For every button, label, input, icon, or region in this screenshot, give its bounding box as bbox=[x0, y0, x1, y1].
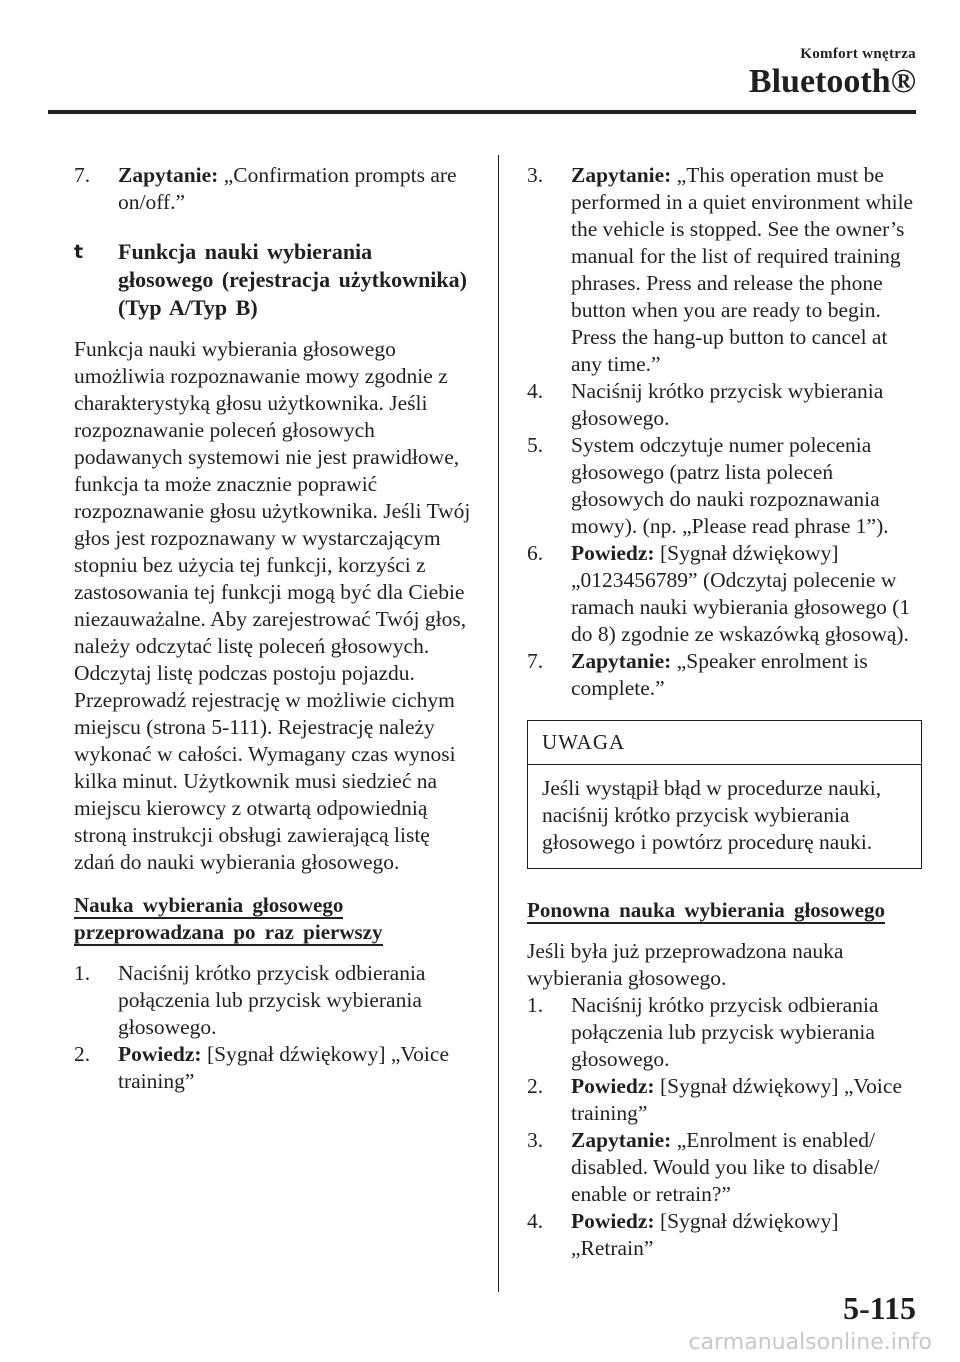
step-number: 6. bbox=[527, 541, 544, 565]
step-number: 3. bbox=[527, 1128, 544, 1152]
step-number: 7. bbox=[74, 163, 91, 187]
intro-paragraph: Funkcja nauki wybierania głosowego umożliwia rozpoznawanie mowy zgodnie z charakterystyką głosu użytkownika. Jeśli rozpoznawanie poleceń głosowych podawanych systemowi nie jest prawidłowe, funkcja ta może znacznie poprawić rozpoznawanie głosu użytkownika. Jeśli Twój głos jest rozpoznawany w wystarczającym stopniu bez użycia tej funkcji, korzyści z zastosowania tej funkcji mogą być dla Ciebie niezauważalne. Aby zarejestrować Twój głos, należy odczytać listę poleceń głosowych. Odczytaj listę podczas postoju pojazdu. Przeprowadź rejestrację w możliwie cichym miejscu (strona 5-111). Rejestrację należy wykonać w całości. Wymagany czas wynosi kilka minut. Użytkownik musi siedzieć na miejscu kierowcy z otwartą odpowiednią stroną instrukcji obsługi zawierającą listę zdań do nauki wybierania głosowego. bbox=[74, 337, 471, 874]
note-box bbox=[527, 720, 922, 869]
step-text: System odczytuje numer polecenia głosowego (patrz lista poleceń głosowych do nauki rozpoznawania mowy). (np. „Please read phrase 1”). bbox=[571, 433, 889, 538]
step-4-right bbox=[527, 378, 922, 432]
step-5-right bbox=[527, 432, 922, 540]
watermark: carmanualsonline.info bbox=[688, 1330, 932, 1355]
section-title: Bluetooth® bbox=[748, 63, 916, 100]
retrain-step-4 bbox=[527, 1208, 922, 1262]
step-text: Naciśnij krótko przycisk odbierania połączenia lub przycisk wybierania głosowego. bbox=[118, 961, 426, 1039]
step-number: 2. bbox=[527, 1074, 544, 1098]
left-column bbox=[74, 162, 474, 1095]
note-body: Jeśli wystąpił błąd w procedurze nauki, naciśnij krótko przycisk wybierania głosowego i powtórz procedurę nauki. bbox=[542, 776, 882, 854]
column-divider bbox=[498, 155, 499, 1292]
heading-line-1: Nauka wybierania głosowego bbox=[74, 893, 344, 917]
header-rule bbox=[48, 110, 916, 114]
step-number: 4. bbox=[527, 379, 544, 403]
step-text: „Confirmation prompts are on/off.” bbox=[118, 163, 457, 214]
step-number: 1. bbox=[74, 961, 91, 985]
step-text: Naciśnij krótko przycisk wybierania głosowego. bbox=[571, 379, 884, 430]
bullet-icon: t bbox=[74, 241, 84, 263]
step-number: 3. bbox=[527, 163, 544, 187]
step-number: 7. bbox=[527, 649, 544, 673]
step-label: Powiedz: bbox=[571, 541, 655, 565]
retrain-step-2 bbox=[527, 1073, 922, 1127]
retrain-heading-text: Ponowna nauka wybierania głosowego bbox=[527, 898, 885, 922]
step-number: 1. bbox=[527, 993, 544, 1017]
retrain-heading bbox=[527, 897, 922, 924]
heading-line-2: przeprowadzana po raz pierwszy bbox=[74, 920, 383, 944]
step-6-right bbox=[527, 540, 922, 648]
right-column bbox=[527, 162, 922, 1262]
step-label: Powiedz: bbox=[571, 1074, 655, 1098]
step-text: [Sygnał dźwiękowy] „Voice training” bbox=[118, 1042, 449, 1093]
step-1-left bbox=[74, 960, 474, 1041]
retrain-step-3 bbox=[527, 1127, 922, 1208]
step-label: Zapytanie: bbox=[118, 163, 219, 187]
step-text: Naciśnij krótko przycisk odbierania połączenia lub przycisk wybierania głosowego. bbox=[571, 993, 879, 1071]
retrain-step-1 bbox=[527, 992, 922, 1073]
step-3-right bbox=[527, 162, 922, 378]
subsection-heading bbox=[74, 238, 474, 322]
retrain-intro: Jeśli była już przeprowadzona nauka wybierania głosowego. bbox=[527, 939, 844, 990]
step-label: Powiedz: bbox=[118, 1042, 202, 1066]
step-7-left bbox=[74, 162, 474, 216]
step-number: 2. bbox=[74, 1042, 91, 1066]
subsection-heading-text: Funkcja nauki wybierania głosowego (rejestracja użytkownika) (Typ A/Typ B) bbox=[118, 239, 467, 320]
step-label: Zapytanie: bbox=[571, 649, 672, 673]
step-number: 5. bbox=[527, 433, 544, 457]
step-label: Zapytanie: bbox=[571, 1128, 672, 1152]
step-text: „Enrolment is enabled/ disabled. Would you like to disable/ enable or retrain?” bbox=[571, 1128, 880, 1206]
step-label: Powiedz: bbox=[571, 1209, 655, 1233]
page-number: 5-115 bbox=[843, 1290, 916, 1326]
step-text: „This operation must be performed in a quiet environment while the vehicle is stopped. See the owner’s manual for the list of required training phrases. Press and release the phone button when you are ready to begin. Press the hang-up button to cancel at any time.” bbox=[571, 163, 914, 376]
first-training-heading bbox=[74, 892, 474, 946]
step-text: [Sygnał dźwiękowy] „Retrain” bbox=[571, 1209, 839, 1260]
step-text: „Speaker enrolment is complete.” bbox=[571, 649, 868, 700]
step-7-right bbox=[527, 648, 922, 702]
note-title: UWAGA bbox=[528, 721, 921, 765]
section-small-title: Komfort wnętrza bbox=[800, 46, 916, 62]
step-2-left bbox=[74, 1041, 474, 1095]
step-text: [Sygnał dźwiękowy] „0123456789” (Odczytaj polecenie w ramach nauki wybierania głosowego (1 do 8) zgodnie ze wskazówką głosową). bbox=[571, 541, 911, 646]
step-text: [Sygnał dźwiękowy] „Voice training” bbox=[571, 1074, 902, 1125]
step-number: 4. bbox=[527, 1209, 544, 1233]
step-label: Zapytanie: bbox=[571, 163, 672, 187]
